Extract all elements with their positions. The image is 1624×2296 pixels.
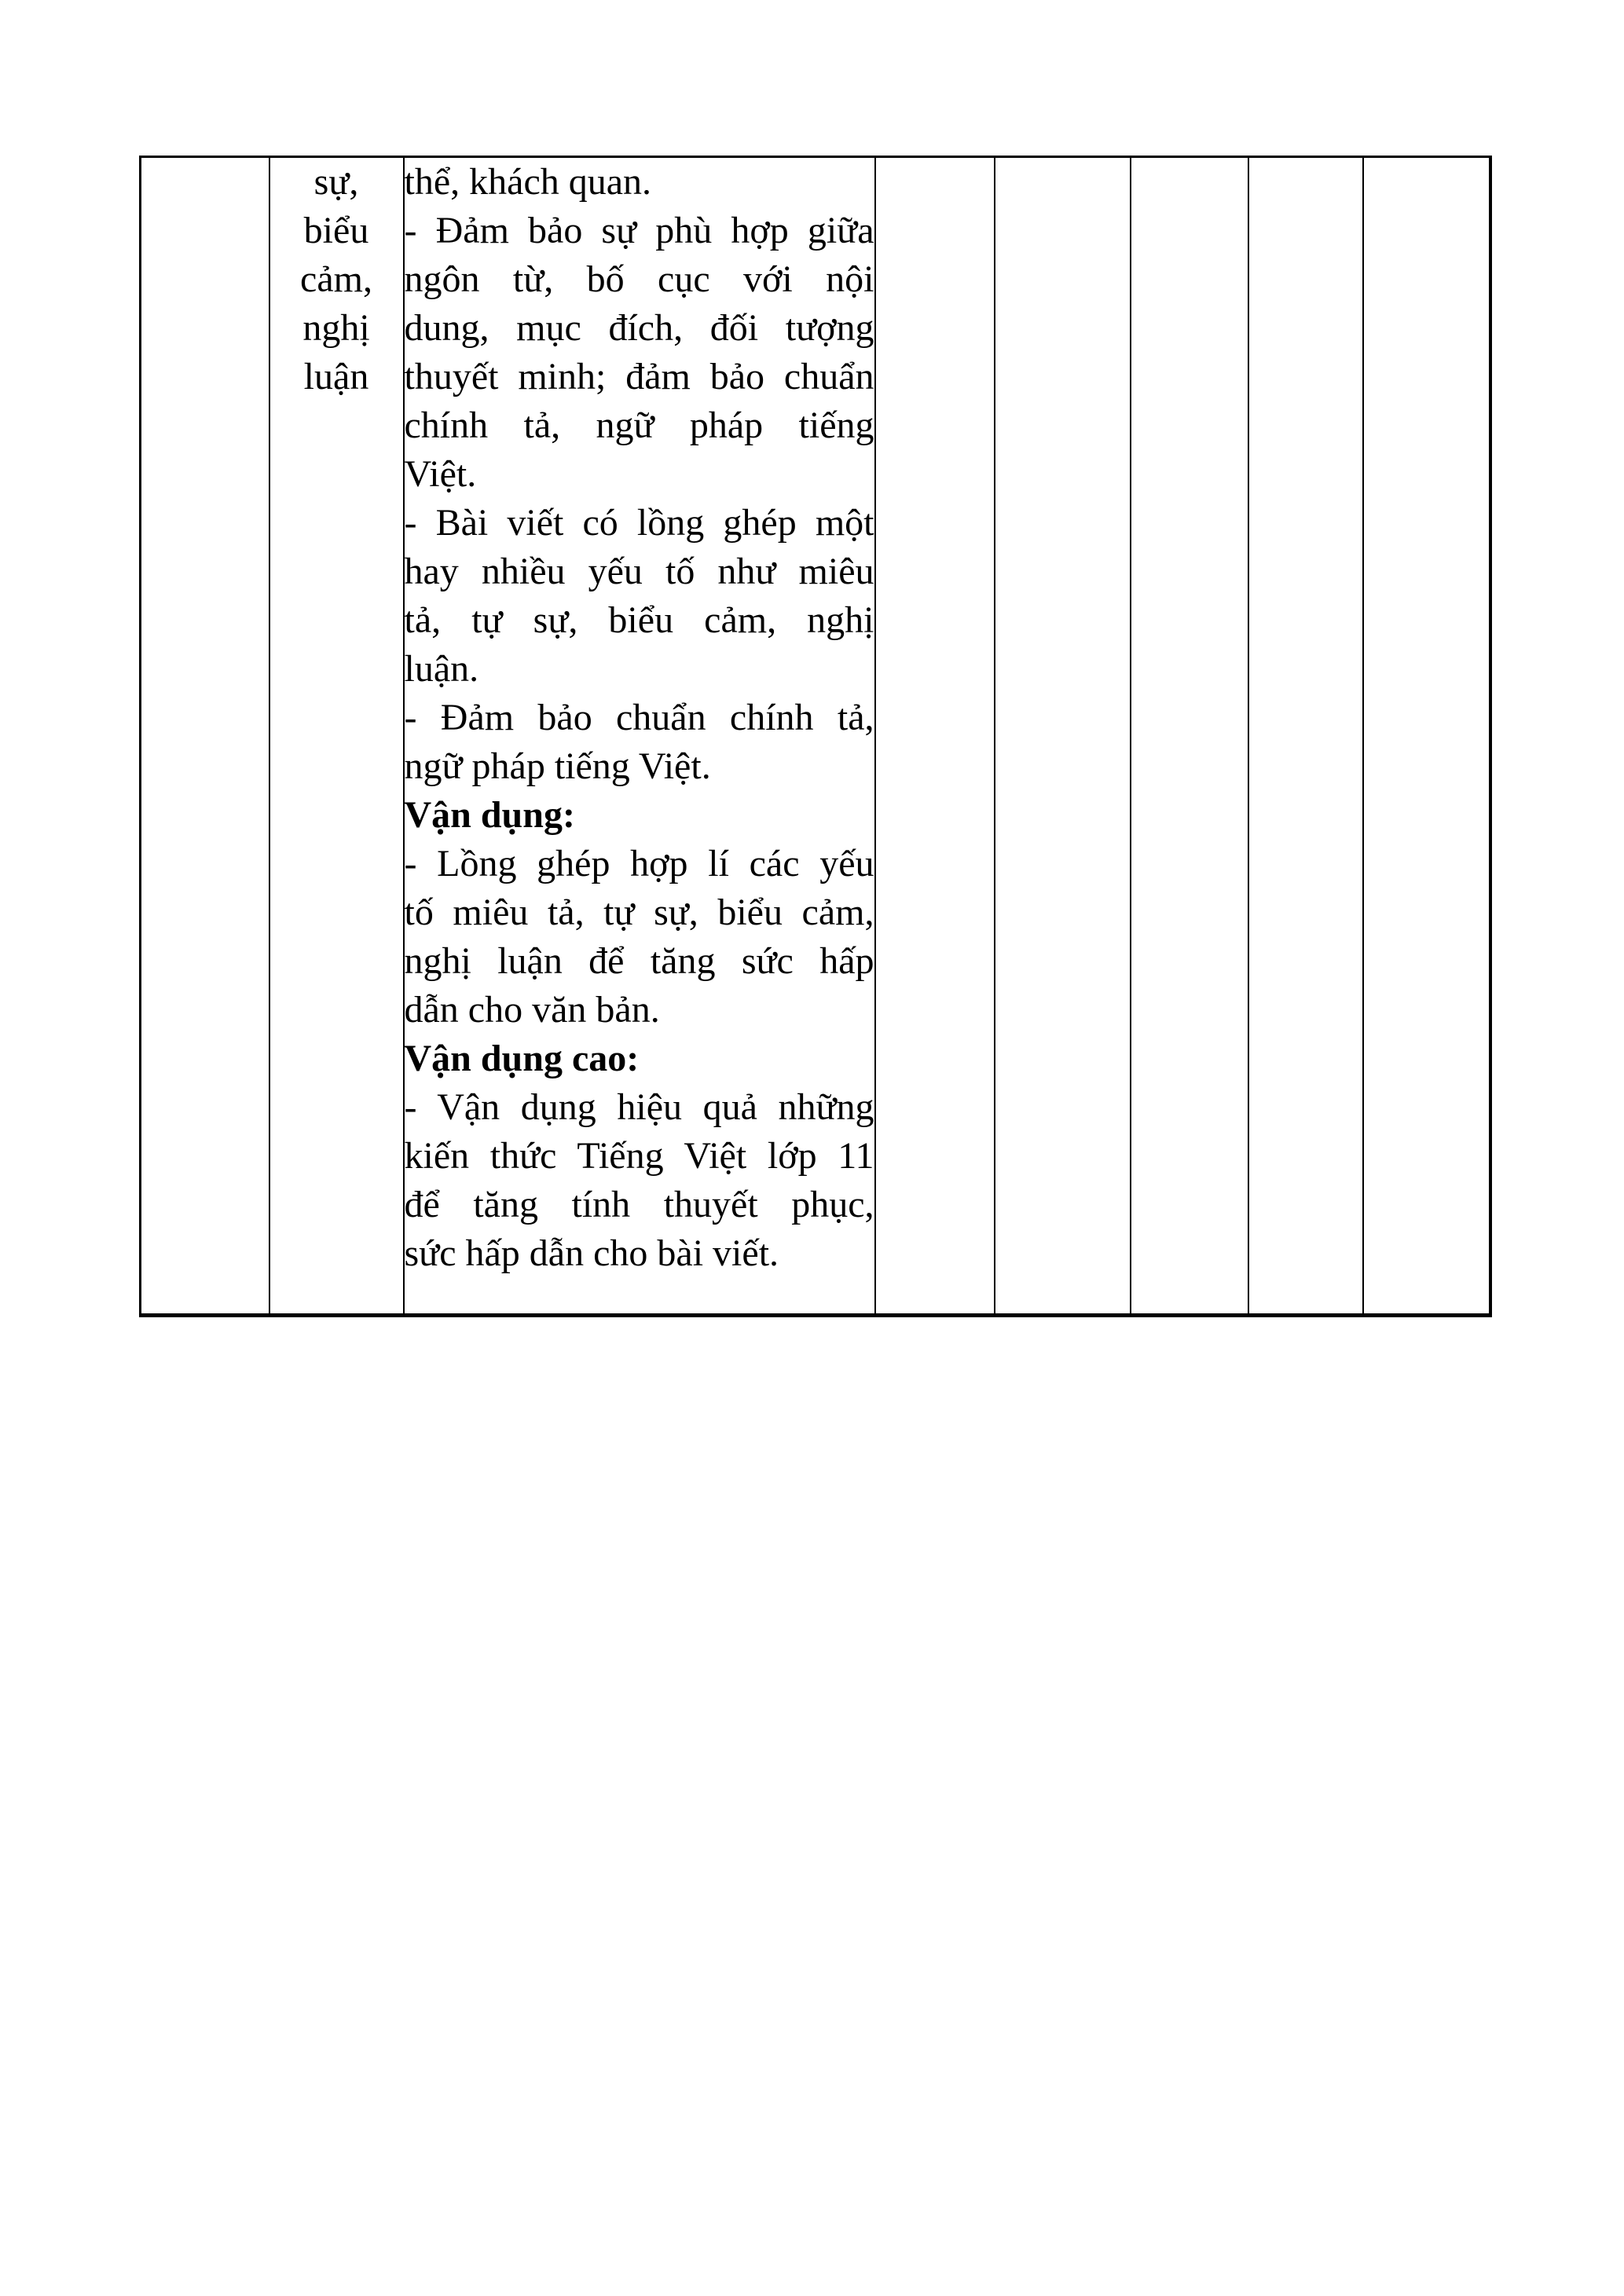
cell-requirements bbox=[404, 157, 875, 1316]
cell-empty-1 bbox=[141, 157, 269, 1316]
requirement-line: luận. bbox=[404, 648, 479, 690]
requirement-line: chính tả, ngữ pháp tiếng bbox=[404, 405, 874, 446]
assessment-matrix-table bbox=[139, 156, 1492, 1317]
requirement-heading-line: Vận dụng cao: bbox=[404, 1038, 640, 1079]
topic-line-list bbox=[270, 158, 403, 401]
requirement-line: - Vận dụng hiệu quả những bbox=[404, 1086, 874, 1128]
requirement-line: tả, tự sự, biểu cảm, nghị bbox=[404, 599, 874, 641]
requirement-line: thuyết minh; đảm bảo chuẩn bbox=[404, 356, 874, 397]
topic-line: nghị bbox=[302, 307, 370, 349]
requirement-line: - Đảm bảo chuẩn chính tả, bbox=[404, 697, 874, 738]
cell-empty-6 bbox=[1363, 157, 1490, 1316]
requirement-line: tố miêu tả, tự sự, biểu cảm, bbox=[404, 892, 874, 933]
cell-empty-2 bbox=[875, 157, 995, 1316]
requirement-heading-block bbox=[405, 1034, 874, 1083]
requirement-block bbox=[405, 840, 874, 1034]
topic-line: sự, bbox=[313, 161, 359, 203]
topic-line: cảm, bbox=[300, 258, 372, 300]
requirement-block bbox=[405, 499, 874, 694]
requirement-heading-line: Vận dụng: bbox=[404, 794, 575, 836]
requirement-line: - Lồng ghép hợp lí các yếu bbox=[404, 843, 874, 884]
requirement-line: để tăng tính thuyết phục, bbox=[404, 1184, 874, 1225]
requirement-line: sức hấp dẫn cho bài viết. bbox=[404, 1232, 779, 1274]
requirement-line: - Bài viết có lồng ghép một bbox=[404, 502, 874, 544]
topic-line: biểu bbox=[303, 210, 369, 251]
cell-empty-3 bbox=[995, 157, 1131, 1316]
requirement-block-list bbox=[405, 158, 874, 1278]
table-row bbox=[141, 157, 1490, 1316]
requirement-line: kiến thức Tiếng Việt lớp 11 bbox=[404, 1135, 874, 1177]
requirement-line: Việt. bbox=[404, 453, 477, 495]
requirement-line: - Đảm bảo sự phù hợp giữa bbox=[404, 210, 874, 251]
requirement-line: hay nhiều yếu tố như miêu bbox=[404, 551, 874, 592]
requirement-block bbox=[405, 694, 874, 791]
requirement-block bbox=[405, 207, 874, 499]
cell-empty-4 bbox=[1131, 157, 1248, 1316]
requirement-line: dẫn cho văn bản. bbox=[404, 989, 660, 1031]
requirement-line: dung, mục đích, đối tượng bbox=[404, 307, 874, 349]
requirement-block bbox=[405, 158, 874, 207]
requirement-block bbox=[405, 1083, 874, 1278]
cell-empty-5 bbox=[1248, 157, 1363, 1316]
requirement-line: nghị luận để tăng sức hấp bbox=[404, 940, 874, 982]
requirement-heading-block bbox=[405, 791, 874, 840]
requirement-line: ngữ pháp tiếng Việt. bbox=[404, 745, 711, 787]
cell-skill-topic bbox=[269, 157, 404, 1316]
requirement-line: ngôn từ, bố cục với nội bbox=[404, 258, 874, 300]
requirement-line: thể, khách quan. bbox=[404, 161, 652, 203]
topic-line: luận bbox=[303, 356, 369, 397]
